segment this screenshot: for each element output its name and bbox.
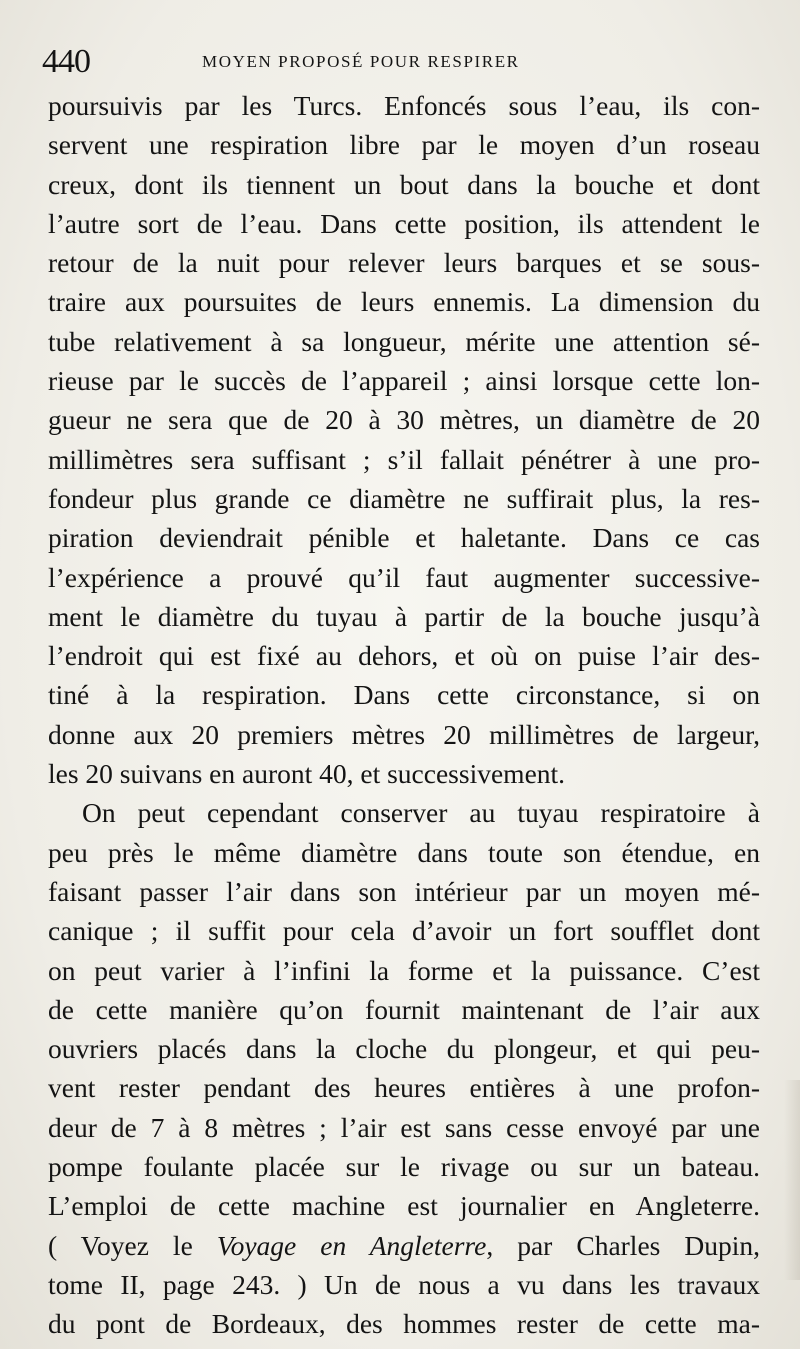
text-line: tube relativement à sa longueur, mérite une attention sé-	[48, 325, 760, 357]
text-line: deur de 7 à 8 mètres ; l’air est sans cesse envoyé par une	[48, 1111, 760, 1143]
text-line: retour de la nuit pour relever leurs barques et se sous-	[48, 247, 760, 279]
text-line: faisant passer l’air dans son intérieur par un moyen mé-	[48, 875, 760, 907]
text-line: gueur ne sera que de 20 à 30 mètres, un diamètre de 20	[48, 404, 760, 436]
paragraph-end-line: les 20 suivans en auront 40, et successivement.	[48, 758, 566, 790]
text-line: canique ; il suffit pour cela d’avoir un fort soufflet dont	[48, 915, 760, 947]
text-line: creux, dont ils tiennent un bout dans la bouche et dont	[48, 168, 760, 200]
body-text	[48, 86, 760, 1344]
text-line: L’emploi de cette machine est journalier en Angleterre.	[48, 1190, 760, 1222]
running-head: MOYEN PROPOSÉ POUR RESPIRER	[202, 52, 520, 71]
text-line: tome II, page 243. ) Un de nous a vu dans les travaux	[48, 1268, 760, 1300]
text-line: piration deviendrait pénible et haletante. Dans ce cas	[48, 522, 760, 554]
paragraph-start-line: On peut cependant conserver au tuyau respiratoire à	[82, 797, 760, 829]
page-header	[40, 38, 760, 86]
text-line: ment le diamètre du tuyau à partir de la bouche jusqu’à	[48, 600, 760, 632]
text-line: l’expérience a prouvé qu’il faut augmenter successive-	[48, 561, 760, 593]
page-number: 440	[42, 43, 90, 80]
text-line: de cette manière qu’on fournit maintenant de l’air aux	[48, 993, 760, 1025]
text-line: peu près le même diamètre dans toute son étendue, en	[48, 836, 760, 868]
text-line: rieuse par le succès de l’appareil ; ainsi lorsque cette lon-	[48, 365, 760, 397]
text-line: donne aux 20 premiers mètres 20 millimètres de largeur,	[48, 718, 760, 750]
page-edge-shadow	[784, 1080, 800, 1280]
citation-open: ( Voyez le	[48, 1229, 217, 1261]
text-line: du pont de Bordeaux, des hommes rester de cette ma-	[48, 1308, 760, 1340]
text-line: pompe foulante placée sur le rivage ou sur un bateau.	[48, 1151, 760, 1183]
text-line: l’autre sort de l’eau. Dans cette position, ils attendent le	[48, 207, 760, 239]
text-line: servent une respiration libre par le moyen d’un roseau	[48, 129, 760, 161]
text-line: tiné à la respiration. Dans cette circonstance, si on	[48, 679, 760, 711]
citation-line	[48, 1226, 760, 1265]
text-line: vent rester pendant des heures entières à une profon-	[48, 1072, 760, 1104]
text-line: poursuivis par les Turcs. Enfoncés sous l’eau, ils con-	[48, 90, 760, 121]
text-line: fondeur plus grande ce diamètre ne suffirait plus, la res-	[48, 482, 760, 514]
text-line: on peut varier à l’infini la forme et la puissance. C’est	[48, 954, 760, 986]
citation-author: , par Charles Dupin,	[486, 1229, 760, 1261]
text-line: l’endroit qui est fixé au dehors, et où on puise l’air des-	[48, 640, 760, 672]
text-line: millimètres sera suffisant ; s’il fallait pénétrer à une pro-	[48, 443, 760, 475]
text-line: traire aux poursuites de leurs ennemis. La dimension du	[48, 286, 760, 318]
text-line: ouvriers placés dans la cloche du plongeur, et qui peu-	[48, 1033, 760, 1065]
cited-work-title: Voyage en Angleterre	[216, 1229, 487, 1261]
